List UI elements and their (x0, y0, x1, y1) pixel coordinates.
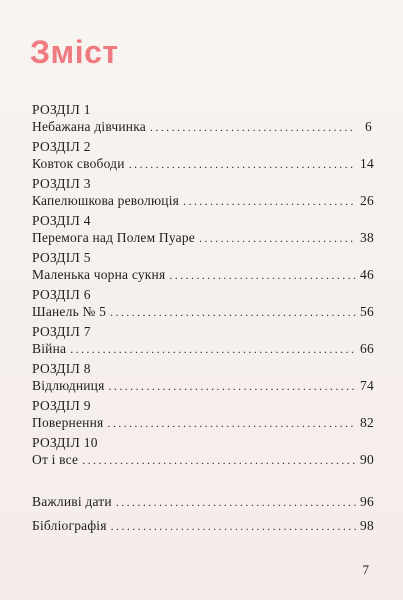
page-number: 46 (360, 267, 374, 282)
chapter-title: Капелюшкова революція (32, 193, 180, 208)
toc-entry-chapter-10 (32, 435, 372, 472)
page-number: 66 (360, 341, 374, 356)
page-number: 74 (360, 378, 374, 393)
chapter-row (32, 341, 372, 357)
toc-entry-chapter-9 (32, 398, 372, 435)
dot-leader (129, 156, 356, 172)
toc-entry-chapter-2 (32, 139, 372, 176)
chapter-row (32, 304, 372, 320)
dot-leader (107, 415, 356, 431)
chapter-label: РОЗДІЛ 9 (32, 398, 91, 413)
dot-leader (110, 304, 356, 320)
toc-entry-chapter-6 (32, 287, 372, 324)
page-number: 82 (360, 415, 374, 430)
dot-leader (183, 193, 356, 209)
chapter-row (32, 378, 372, 394)
chapter-title: Перемога над Полем Пуаре (32, 230, 195, 245)
chapter-row (32, 415, 372, 431)
chapter-row (32, 156, 372, 172)
toc-entry-chapter-3 (32, 176, 372, 213)
page-number: 90 (360, 452, 374, 467)
chapter-title: Маленька чорна сукня (32, 267, 166, 282)
extra-title: Важливі дати (32, 494, 112, 509)
toc-entry-chapter-7 (32, 324, 372, 361)
toc-entry-chapter-4 (32, 213, 372, 250)
chapter-title: Відлюдниця (32, 378, 105, 393)
chapter-row (32, 267, 372, 283)
dot-leader (199, 230, 356, 246)
folio-page-number: 7 (362, 562, 369, 577)
chapter-label: РОЗДІЛ 7 (32, 324, 91, 339)
chapter-title: Повернення (32, 415, 104, 430)
extra-row (32, 494, 372, 510)
chapter-row (32, 452, 372, 468)
dot-leader (111, 518, 356, 534)
chapter-label: РОЗДІЛ 5 (32, 250, 91, 265)
dot-leader (82, 452, 356, 468)
page-number: 56 (360, 304, 374, 319)
chapter-row (32, 230, 372, 246)
dot-leader (70, 341, 356, 357)
page-number: 38 (360, 230, 374, 245)
chapter-label: РОЗДІЛ 4 (32, 213, 91, 228)
chapter-row (32, 193, 372, 209)
toc-entry-bibliography (32, 518, 372, 542)
dot-leader (109, 378, 356, 394)
chapter-label: РОЗДІЛ 3 (32, 176, 91, 191)
toc-entry-important-dates (32, 494, 372, 518)
chapter-label: РОЗДІЛ 2 (32, 139, 91, 154)
toc-entry-chapter-1 (32, 102, 372, 139)
dot-leader (169, 267, 356, 283)
toc-entry-chapter-8 (32, 361, 372, 398)
page-number: 14 (360, 156, 374, 171)
toc-entry-chapter-5 (32, 250, 372, 287)
chapter-title: Небажана дівчинка (32, 119, 146, 134)
chapter-label: РОЗДІЛ 6 (32, 287, 91, 302)
chapter-title: Війна (32, 341, 67, 356)
chapter-title: Шанель № 5 (32, 304, 107, 319)
extra-row (32, 518, 372, 534)
chapter-title: Ковток свободи (32, 156, 125, 171)
page-number: 6 (365, 119, 372, 134)
page-number: 98 (360, 518, 374, 533)
dot-leader (116, 494, 356, 510)
page-number: 96 (360, 494, 374, 509)
chapter-title: От і все (32, 452, 79, 467)
toc-extras (32, 494, 372, 542)
page-number: 26 (360, 193, 374, 208)
chapter-label: РОЗДІЛ 1 (32, 102, 91, 117)
chapter-label: РОЗДІЛ 10 (32, 435, 98, 450)
chapter-row (32, 119, 372, 135)
extra-title: Бібліографія (32, 518, 107, 533)
chapter-label: РОЗДІЛ 8 (32, 361, 91, 376)
page-title: Зміст (30, 34, 119, 70)
dot-leader (150, 119, 356, 135)
table-of-contents (32, 102, 372, 472)
